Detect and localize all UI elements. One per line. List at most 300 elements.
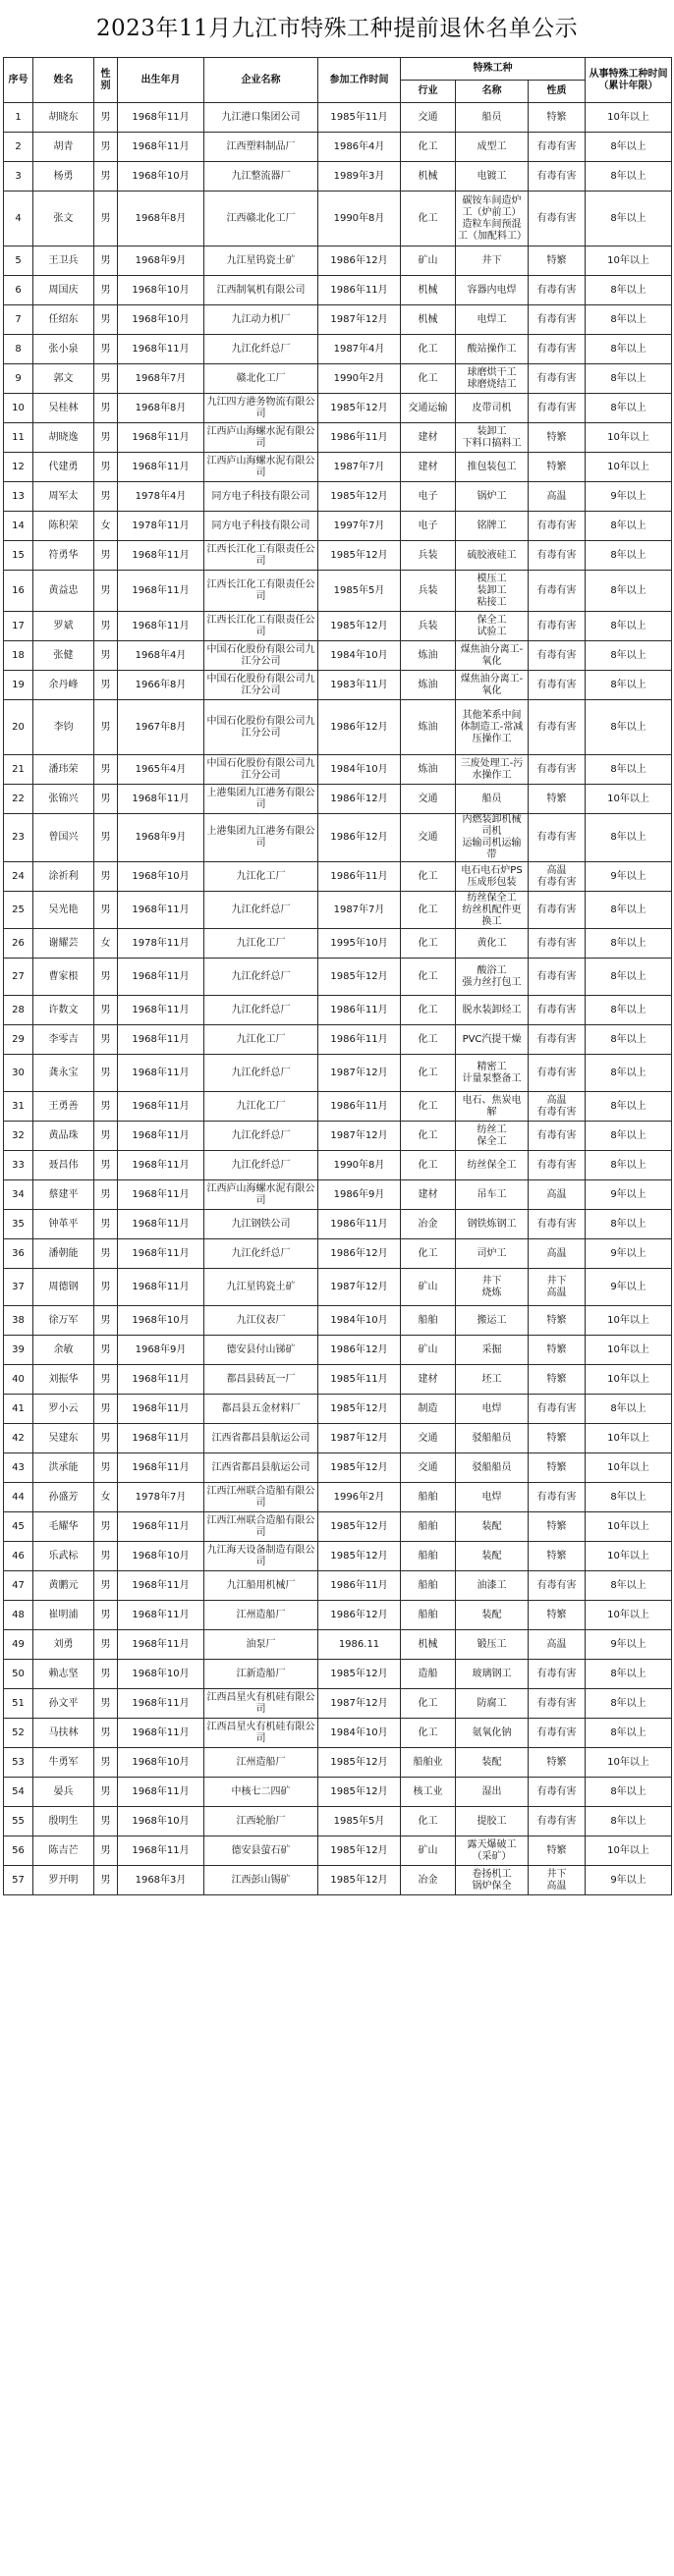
cell-industry: 炼油 xyxy=(401,641,456,671)
cell-industry: 化工 xyxy=(401,1239,456,1269)
cell-sex: 男 xyxy=(94,364,118,394)
cell-years: 9年以上 xyxy=(586,1630,672,1660)
cell-employer: 九江化工厂 xyxy=(204,862,318,892)
cell-birth: 1968年10月 xyxy=(118,276,204,305)
cell-years: 8年以上 xyxy=(586,394,672,423)
cell-employer: 江西长江化工有限责任公司 xyxy=(204,571,318,612)
table-row xyxy=(4,700,672,755)
cell-nature: 有毒有害 xyxy=(529,1778,586,1807)
cell-employer: 江西庐山海螺水泥有限公司 xyxy=(204,1180,318,1210)
cell-employer: 九江化纤总厂 xyxy=(204,959,318,996)
cell-birth: 1968年11月 xyxy=(118,133,204,162)
cell-birth: 1968年10月 xyxy=(118,1306,204,1336)
cell-no: 16 xyxy=(4,571,33,612)
table-row xyxy=(4,1025,672,1055)
table-row xyxy=(4,512,672,541)
cell-nature: 特繁 xyxy=(529,785,586,814)
cell-join-date: 1985年5月 xyxy=(318,1807,401,1836)
cell-years: 8年以上 xyxy=(586,541,672,571)
cell-birth: 1968年11月 xyxy=(118,1630,204,1660)
cell-nature: 有毒有害 xyxy=(529,1660,586,1689)
header-name: 姓名 xyxy=(33,58,94,103)
cell-years: 8年以上 xyxy=(586,276,672,305)
cell-name: 陈积荣 xyxy=(33,512,94,541)
cell-name: 余敏 xyxy=(33,1336,94,1365)
cell-join-date: 1986年9月 xyxy=(318,1180,401,1210)
cell-employer: 同方电子科技有限公司 xyxy=(204,512,318,541)
cell-join-date: 1985年12月 xyxy=(318,612,401,641)
cell-employer: 江西昌星火有机硅有限公司 xyxy=(204,1689,318,1719)
cell-years: 9年以上 xyxy=(586,1866,672,1895)
cell-employer: 上港集团九江港务有限公司 xyxy=(204,785,318,814)
cell-years: 10年以上 xyxy=(586,1365,672,1395)
cell-years: 8年以上 xyxy=(586,364,672,394)
cell-join-date: 1986年12月 xyxy=(318,247,401,276)
cell-name: 毛耀华 xyxy=(33,1512,94,1542)
cell-name: 任绍东 xyxy=(33,305,94,335)
cell-years: 8年以上 xyxy=(586,892,672,929)
cell-employer: 九江化纤总厂 xyxy=(204,1151,318,1180)
cell-birth: 1968年11月 xyxy=(118,892,204,929)
cell-years: 8年以上 xyxy=(586,1151,672,1180)
cell-join-date: 1985年12月 xyxy=(318,394,401,423)
cell-nature: 有毒有害 xyxy=(529,276,586,305)
cell-name: 罗开明 xyxy=(33,1866,94,1895)
cell-name: 张健 xyxy=(33,641,94,671)
cell-sex: 男 xyxy=(94,1025,118,1055)
cell-join-date: 1985年12月 xyxy=(318,1453,401,1483)
cell-no: 27 xyxy=(4,959,33,996)
cell-industry: 化工 xyxy=(401,335,456,364)
cell-sex: 女 xyxy=(94,929,118,959)
cell-nature: 有毒有害 xyxy=(529,1055,586,1092)
cell-name: 符勇华 xyxy=(33,541,94,571)
cell-name: 吴建东 xyxy=(33,1424,94,1453)
cell-join-date: 1985年12月 xyxy=(318,1395,401,1424)
cell-join-date: 1987年12月 xyxy=(318,1424,401,1453)
cell-job-name: 内燃装卸机械司机 运输司机运输带 xyxy=(456,814,529,862)
cell-employer: 九江化工厂 xyxy=(204,1092,318,1122)
cell-no: 11 xyxy=(4,423,33,453)
cell-sex: 男 xyxy=(94,700,118,755)
cell-industry: 化工 xyxy=(401,1689,456,1719)
table-row xyxy=(4,571,672,612)
table-row xyxy=(4,1748,672,1778)
cell-birth: 1968年11月 xyxy=(118,1778,204,1807)
cell-years: 10年以上 xyxy=(586,1748,672,1778)
cell-join-date: 1986年12月 xyxy=(318,1239,401,1269)
cell-no: 44 xyxy=(4,1483,33,1512)
cell-join-date: 1986年12月 xyxy=(318,700,401,755)
cell-years: 9年以上 xyxy=(586,482,672,512)
cell-years: 9年以上 xyxy=(586,1269,672,1306)
cell-years: 10年以上 xyxy=(586,1306,672,1336)
cell-birth: 1968年11月 xyxy=(118,1122,204,1151)
table-row xyxy=(4,641,672,671)
cell-job-name: 装配 xyxy=(456,1601,529,1630)
cell-no: 55 xyxy=(4,1807,33,1836)
cell-industry: 船舶 xyxy=(401,1483,456,1512)
cell-nature: 特繁 xyxy=(529,423,586,453)
table-row xyxy=(4,1601,672,1630)
table-row xyxy=(4,785,672,814)
cell-employer: 上港集团九江港务有限公司 xyxy=(204,814,318,862)
cell-industry: 化工 xyxy=(401,959,456,996)
cell-nature: 有毒有害 xyxy=(529,814,586,862)
cell-no: 33 xyxy=(4,1151,33,1180)
cell-name: 王卫兵 xyxy=(33,247,94,276)
cell-job-name: 硫胶液硅工 xyxy=(456,541,529,571)
table-row xyxy=(4,755,672,785)
cell-nature: 有毒有害 xyxy=(529,335,586,364)
cell-industry: 交通运输 xyxy=(401,394,456,423)
cell-sex: 男 xyxy=(94,785,118,814)
cell-employer: 九江四方港务物流有限公司 xyxy=(204,394,318,423)
cell-sex: 男 xyxy=(94,755,118,785)
header-join-date: 参加工作时间 xyxy=(318,58,401,103)
cell-sex: 男 xyxy=(94,1239,118,1269)
cell-no: 21 xyxy=(4,755,33,785)
cell-no: 19 xyxy=(4,671,33,700)
cell-job-name: PVC汽提干燥 xyxy=(456,1025,529,1055)
cell-name: 吴光艳 xyxy=(33,892,94,929)
cell-employer: 九江化纤总厂 xyxy=(204,1239,318,1269)
cell-no: 26 xyxy=(4,929,33,959)
cell-industry: 矿山 xyxy=(401,247,456,276)
cell-sex: 男 xyxy=(94,1719,118,1748)
header-sex: 性别 xyxy=(94,58,118,103)
cell-job-name: 装卸工 下料口搞料工 xyxy=(456,423,529,453)
header-job-name: 名称 xyxy=(456,81,529,103)
cell-birth: 1968年8月 xyxy=(118,394,204,423)
cell-job-name: 推包装包工 xyxy=(456,453,529,482)
cell-job-name: 井下 烧炼 xyxy=(456,1269,529,1306)
cell-name: 孙文平 xyxy=(33,1689,94,1719)
cell-employer: 油泵厂 xyxy=(204,1630,318,1660)
cell-industry: 兵装 xyxy=(401,612,456,641)
cell-birth: 1968年4月 xyxy=(118,641,204,671)
cell-industry: 船舶 xyxy=(401,1542,456,1571)
cell-nature: 特繁 xyxy=(529,1836,586,1866)
cell-job-name: 船员 xyxy=(456,103,529,133)
cell-years: 8年以上 xyxy=(586,929,672,959)
cell-industry: 交通 xyxy=(401,1424,456,1453)
cell-nature: 有毒有害 xyxy=(529,541,586,571)
cell-join-date: 1986年11月 xyxy=(318,1571,401,1601)
cell-name: 胡晓逸 xyxy=(33,423,94,453)
table-row xyxy=(4,1453,672,1483)
cell-birth: 1968年11月 xyxy=(118,541,204,571)
cell-nature: 有毒有害 xyxy=(529,1807,586,1836)
cell-sex: 男 xyxy=(94,103,118,133)
cell-join-date: 1986年11月 xyxy=(318,1092,401,1122)
cell-no: 23 xyxy=(4,814,33,862)
cell-no: 8 xyxy=(4,335,33,364)
cell-birth: 1968年11月 xyxy=(118,959,204,996)
cell-join-date: 1989年3月 xyxy=(318,162,401,192)
cell-years: 8年以上 xyxy=(586,133,672,162)
cell-employer: 九江星钨瓷土矿 xyxy=(204,1269,318,1306)
cell-join-date: 1985年12月 xyxy=(318,959,401,996)
cell-industry: 船舶 xyxy=(401,1512,456,1542)
cell-nature: 有毒有害 xyxy=(529,1025,586,1055)
cell-sex: 男 xyxy=(94,1395,118,1424)
cell-birth: 1968年10月 xyxy=(118,1660,204,1689)
cell-job-name: 卷扬机工 锅炉保全 xyxy=(456,1866,529,1895)
cell-nature: 特繁 xyxy=(529,103,586,133)
cell-join-date: 1986年11月 xyxy=(318,276,401,305)
cell-no: 52 xyxy=(4,1719,33,1748)
cell-industry: 炼油 xyxy=(401,755,456,785)
cell-join-date: 1985年12月 xyxy=(318,1660,401,1689)
cell-join-date: 1995年10月 xyxy=(318,929,401,959)
cell-no: 43 xyxy=(4,1453,33,1483)
cell-job-name: 电石电石炉PS压成形包装 xyxy=(456,862,529,892)
cell-join-date: 1987年7月 xyxy=(318,453,401,482)
cell-birth: 1968年10月 xyxy=(118,1748,204,1778)
cell-industry: 化工 xyxy=(401,1092,456,1122)
cell-sex: 男 xyxy=(94,1512,118,1542)
cell-birth: 1968年11月 xyxy=(118,996,204,1025)
cell-birth: 1968年10月 xyxy=(118,305,204,335)
cell-nature: 有毒有害 xyxy=(529,1210,586,1239)
cell-sex: 男 xyxy=(94,192,118,247)
table-row xyxy=(4,423,672,453)
cell-employer: 中国石化股份有限公司九江分公司 xyxy=(204,671,318,700)
cell-no: 32 xyxy=(4,1122,33,1151)
cell-sex: 男 xyxy=(94,1807,118,1836)
cell-no: 9 xyxy=(4,364,33,394)
table-row xyxy=(4,1336,672,1365)
cell-industry: 机械 xyxy=(401,276,456,305)
cell-industry: 矿山 xyxy=(401,1269,456,1306)
cell-join-date: 1985年12月 xyxy=(318,1512,401,1542)
cell-years: 10年以上 xyxy=(586,247,672,276)
cell-years: 10年以上 xyxy=(586,785,672,814)
cell-job-name: 纺丝保全工 xyxy=(456,1151,529,1180)
cell-job-name: 坯工 xyxy=(456,1365,529,1395)
table-row xyxy=(4,892,672,929)
cell-industry: 船舶 xyxy=(401,1601,456,1630)
cell-sex: 男 xyxy=(94,571,118,612)
cell-years: 8年以上 xyxy=(586,1807,672,1836)
cell-years: 8年以上 xyxy=(586,700,672,755)
cell-no: 7 xyxy=(4,305,33,335)
cell-name: 牛勇军 xyxy=(33,1748,94,1778)
cell-nature: 特繁 xyxy=(529,1601,586,1630)
table-row xyxy=(4,482,672,512)
cell-years: 10年以上 xyxy=(586,1512,672,1542)
cell-industry: 化工 xyxy=(401,192,456,247)
cell-join-date: 1990年8月 xyxy=(318,192,401,247)
cell-nature: 特繁 xyxy=(529,1365,586,1395)
cell-years: 8年以上 xyxy=(586,755,672,785)
cell-name: 罗小云 xyxy=(33,1395,94,1424)
cell-name: 曾国兴 xyxy=(33,814,94,862)
cell-sex: 男 xyxy=(94,453,118,482)
cell-birth: 1968年11月 xyxy=(118,1025,204,1055)
cell-sex: 男 xyxy=(94,641,118,671)
cell-no: 29 xyxy=(4,1025,33,1055)
cell-name: 罗斌 xyxy=(33,612,94,641)
cell-birth: 1968年10月 xyxy=(118,1542,204,1571)
table-row xyxy=(4,1719,672,1748)
cell-birth: 1968年11月 xyxy=(118,1239,204,1269)
table-row xyxy=(4,305,672,335)
cell-job-name: 钢铁炼钢工 xyxy=(456,1210,529,1239)
cell-industry: 船舶 xyxy=(401,1306,456,1336)
cell-sex: 男 xyxy=(94,612,118,641)
cell-job-name: 酸站操作工 xyxy=(456,335,529,364)
table-row xyxy=(4,1778,672,1807)
cell-nature: 有毒有害 xyxy=(529,959,586,996)
cell-join-date: 1986年11月 xyxy=(318,996,401,1025)
cell-join-date: 1984年10月 xyxy=(318,755,401,785)
cell-birth: 1978年11月 xyxy=(118,929,204,959)
cell-job-name: 碳铵车间造炉工（炉前工） 造粒车间预混工（加配料工） xyxy=(456,192,529,247)
cell-employer: 江西省都昌县航运公司 xyxy=(204,1424,318,1453)
table-row xyxy=(4,1180,672,1210)
cell-no: 47 xyxy=(4,1571,33,1601)
table-row xyxy=(4,103,672,133)
cell-join-date: 1986年12月 xyxy=(318,1601,401,1630)
cell-employer: 江西长江化工有限责任公司 xyxy=(204,612,318,641)
cell-industry: 化工 xyxy=(401,996,456,1025)
cell-sex: 男 xyxy=(94,133,118,162)
cell-years: 10年以上 xyxy=(586,1424,672,1453)
cell-employer: 德安县付山锑矿 xyxy=(204,1336,318,1365)
cell-employer: 九江化纤总厂 xyxy=(204,892,318,929)
cell-name: 钟革平 xyxy=(33,1210,94,1239)
cell-years: 8年以上 xyxy=(586,1055,672,1092)
table-row xyxy=(4,1630,672,1660)
cell-birth: 1968年11月 xyxy=(118,1571,204,1601)
cell-join-date: 1996年2月 xyxy=(318,1483,401,1512)
cell-nature: 特繁 xyxy=(529,1424,586,1453)
cell-years: 8年以上 xyxy=(586,335,672,364)
cell-job-name: 精密工 计量泵整备工 xyxy=(456,1055,529,1092)
cell-no: 56 xyxy=(4,1836,33,1866)
cell-years: 10年以上 xyxy=(586,1601,672,1630)
cell-job-name: 采掘 xyxy=(456,1336,529,1365)
cell-industry: 化工 xyxy=(401,862,456,892)
cell-sex: 男 xyxy=(94,1542,118,1571)
cell-sex: 男 xyxy=(94,1748,118,1778)
cell-birth: 1978年4月 xyxy=(118,482,204,512)
cell-no: 54 xyxy=(4,1778,33,1807)
cell-join-date: 1984年10月 xyxy=(318,1719,401,1748)
cell-job-name: 酸浴工 强力丝打包工 xyxy=(456,959,529,996)
cell-name: 徐万军 xyxy=(33,1306,94,1336)
table-row xyxy=(4,133,672,162)
cell-industry: 炼油 xyxy=(401,671,456,700)
cell-name: 周国庆 xyxy=(33,276,94,305)
cell-name: 刘勇 xyxy=(33,1630,94,1660)
cell-birth: 1968年11月 xyxy=(118,335,204,364)
cell-sex: 男 xyxy=(94,1336,118,1365)
cell-industry: 船舶 xyxy=(401,1571,456,1601)
cell-birth: 1968年7月 xyxy=(118,364,204,394)
cell-sex: 男 xyxy=(94,1180,118,1210)
cell-employer: 都昌县五金材料厂 xyxy=(204,1395,318,1424)
table-row xyxy=(4,1365,672,1395)
cell-name: 黄品珠 xyxy=(33,1122,94,1151)
cell-birth: 1968年11月 xyxy=(118,571,204,612)
cell-birth: 1968年11月 xyxy=(118,453,204,482)
cell-industry: 化工 xyxy=(401,1719,456,1748)
table-row xyxy=(4,1866,672,1895)
cell-employer: 九江整流器厂 xyxy=(204,162,318,192)
table-row xyxy=(4,1836,672,1866)
cell-years: 9年以上 xyxy=(586,1239,672,1269)
cell-sex: 男 xyxy=(94,1269,118,1306)
cell-years: 8年以上 xyxy=(586,671,672,700)
cell-sex: 男 xyxy=(94,276,118,305)
cell-nature: 特繁 xyxy=(529,453,586,482)
cell-sex: 男 xyxy=(94,1630,118,1660)
cell-years: 10年以上 xyxy=(586,1453,672,1483)
cell-years: 8年以上 xyxy=(586,814,672,862)
table-row xyxy=(4,1210,672,1239)
cell-no: 40 xyxy=(4,1365,33,1395)
cell-job-name: 装配 xyxy=(456,1748,529,1778)
cell-job-name: 皮带司机 xyxy=(456,394,529,423)
cell-years: 8年以上 xyxy=(586,1719,672,1748)
cell-industry: 电子 xyxy=(401,482,456,512)
cell-job-name: 装配 xyxy=(456,1542,529,1571)
cell-employer: 九江仪表厂 xyxy=(204,1306,318,1336)
cell-industry: 冶金 xyxy=(401,1210,456,1239)
cell-employer: 九江港口集团公司 xyxy=(204,103,318,133)
cell-no: 17 xyxy=(4,612,33,641)
cell-sex: 男 xyxy=(94,1601,118,1630)
cell-name: 周德钢 xyxy=(33,1269,94,1306)
cell-industry: 炼油 xyxy=(401,700,456,755)
cell-nature: 有毒有害 xyxy=(529,1395,586,1424)
cell-industry: 机械 xyxy=(401,1630,456,1660)
cell-industry: 交通 xyxy=(401,814,456,862)
header-birth: 出生年月 xyxy=(118,58,204,103)
cell-sex: 男 xyxy=(94,394,118,423)
cell-name: 孙盛芳 xyxy=(33,1483,94,1512)
cell-nature: 高温 有毒有害 xyxy=(529,862,586,892)
cell-job-name: 煤焦油分离工-氧化 xyxy=(456,671,529,700)
cell-no: 10 xyxy=(4,394,33,423)
cell-job-name: 装配 xyxy=(456,1512,529,1542)
cell-name: 曹家根 xyxy=(33,959,94,996)
table-row xyxy=(4,453,672,482)
cell-job-name: 脱水装卸烃工 xyxy=(456,996,529,1025)
cell-job-name: 搬运工 xyxy=(456,1306,529,1336)
cell-no: 48 xyxy=(4,1601,33,1630)
cell-job-name: 驳船船员 xyxy=(456,1424,529,1453)
cell-no: 50 xyxy=(4,1660,33,1689)
cell-industry: 化工 xyxy=(401,1122,456,1151)
cell-industry: 造船 xyxy=(401,1660,456,1689)
header-nature: 性质 xyxy=(529,81,586,103)
cell-no: 36 xyxy=(4,1239,33,1269)
cell-years: 9年以上 xyxy=(586,862,672,892)
cell-employer: 江州造船厂 xyxy=(204,1748,318,1778)
cell-nature: 有毒有害 xyxy=(529,1719,586,1748)
cell-birth: 1978年7月 xyxy=(118,1483,204,1512)
cell-name: 殷明生 xyxy=(33,1807,94,1836)
cell-industry: 机械 xyxy=(401,162,456,192)
cell-years: 8年以上 xyxy=(586,1778,672,1807)
cell-sex: 女 xyxy=(94,512,118,541)
cell-sex: 男 xyxy=(94,1210,118,1239)
table-row xyxy=(4,1424,672,1453)
